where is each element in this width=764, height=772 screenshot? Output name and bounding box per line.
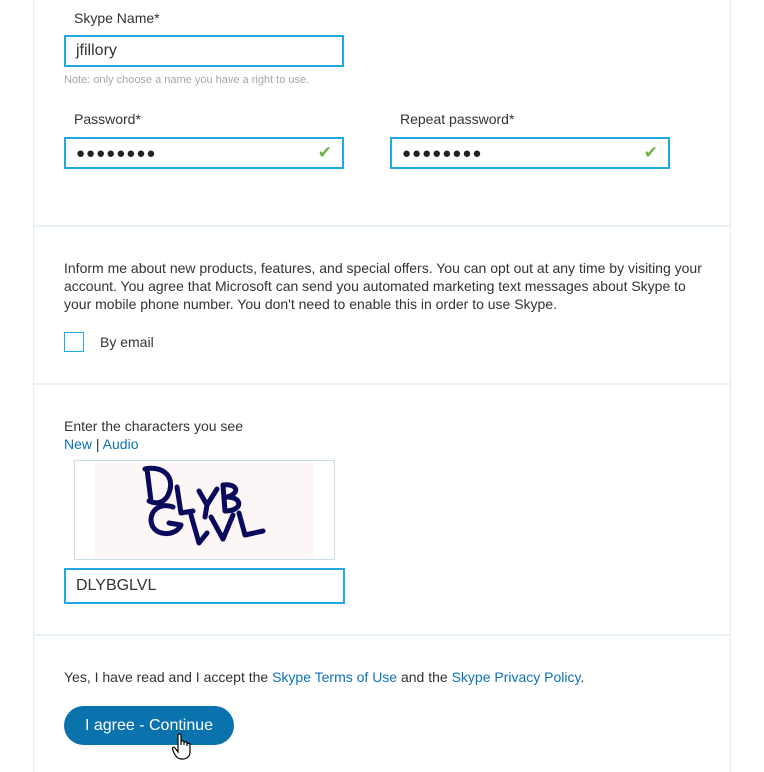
privacy-policy-link[interactable]: Skype Privacy Policy xyxy=(451,669,581,685)
marketing-consent-text: Inform me about new products, features, and special offers. You can opt out at any time by visiting your account. You agree that Microsoft can send you automated marketing text messages about Skype to your mobile phone number. You don't need to enable this in order to use Skype. xyxy=(64,260,702,312)
repeat-password-value: ●●●●●●●● xyxy=(402,144,483,162)
terms-of-use-link[interactable]: Skype Terms of Use xyxy=(272,669,398,685)
terms-prefix: Yes, I have read and I accept the xyxy=(64,669,273,685)
section-divider xyxy=(34,225,730,227)
terms-middle: and the xyxy=(397,669,452,685)
checkmark-icon: ✔ xyxy=(317,143,332,162)
skype-name-value: jfillory xyxy=(76,42,117,59)
repeat-password-input[interactable] xyxy=(390,137,670,169)
captcha-input-value: DLYBGLVL xyxy=(76,577,157,594)
captcha-new-link[interactable]: New xyxy=(64,436,93,452)
terms-acceptance-text xyxy=(64,668,584,686)
captcha-distorted-text-icon xyxy=(95,461,313,559)
skype-name-label: Skype Name* xyxy=(74,10,160,26)
password-label: Password* xyxy=(74,111,141,127)
captcha-audio-link[interactable]: Audio xyxy=(102,436,139,452)
by-email-label: By email xyxy=(100,334,154,350)
checkmark-icon: ✔ xyxy=(643,143,658,162)
terms-suffix: . xyxy=(580,669,585,685)
captcha-link-separator: | xyxy=(95,436,100,452)
signup-form-card xyxy=(33,0,731,772)
captcha-prompt: Enter the characters you see xyxy=(64,418,243,434)
captcha-input[interactable] xyxy=(64,568,345,604)
password-value: ●●●●●●●● xyxy=(76,144,157,162)
skype-name-note: Note: only choose a name you have a right to use. xyxy=(64,74,310,86)
section-divider xyxy=(34,634,730,636)
section-divider xyxy=(34,383,730,385)
by-email-checkbox[interactable] xyxy=(64,332,84,352)
captcha-image-frame xyxy=(74,460,335,560)
captcha-links xyxy=(64,436,138,452)
agree-continue-button[interactable]: I agree - Continue xyxy=(64,706,234,745)
skype-name-input[interactable] xyxy=(64,35,344,67)
repeat-password-label: Repeat password* xyxy=(400,111,515,127)
captcha-image xyxy=(95,461,313,559)
hand-pointer-cursor-icon xyxy=(172,733,194,766)
password-input[interactable] xyxy=(64,137,344,169)
